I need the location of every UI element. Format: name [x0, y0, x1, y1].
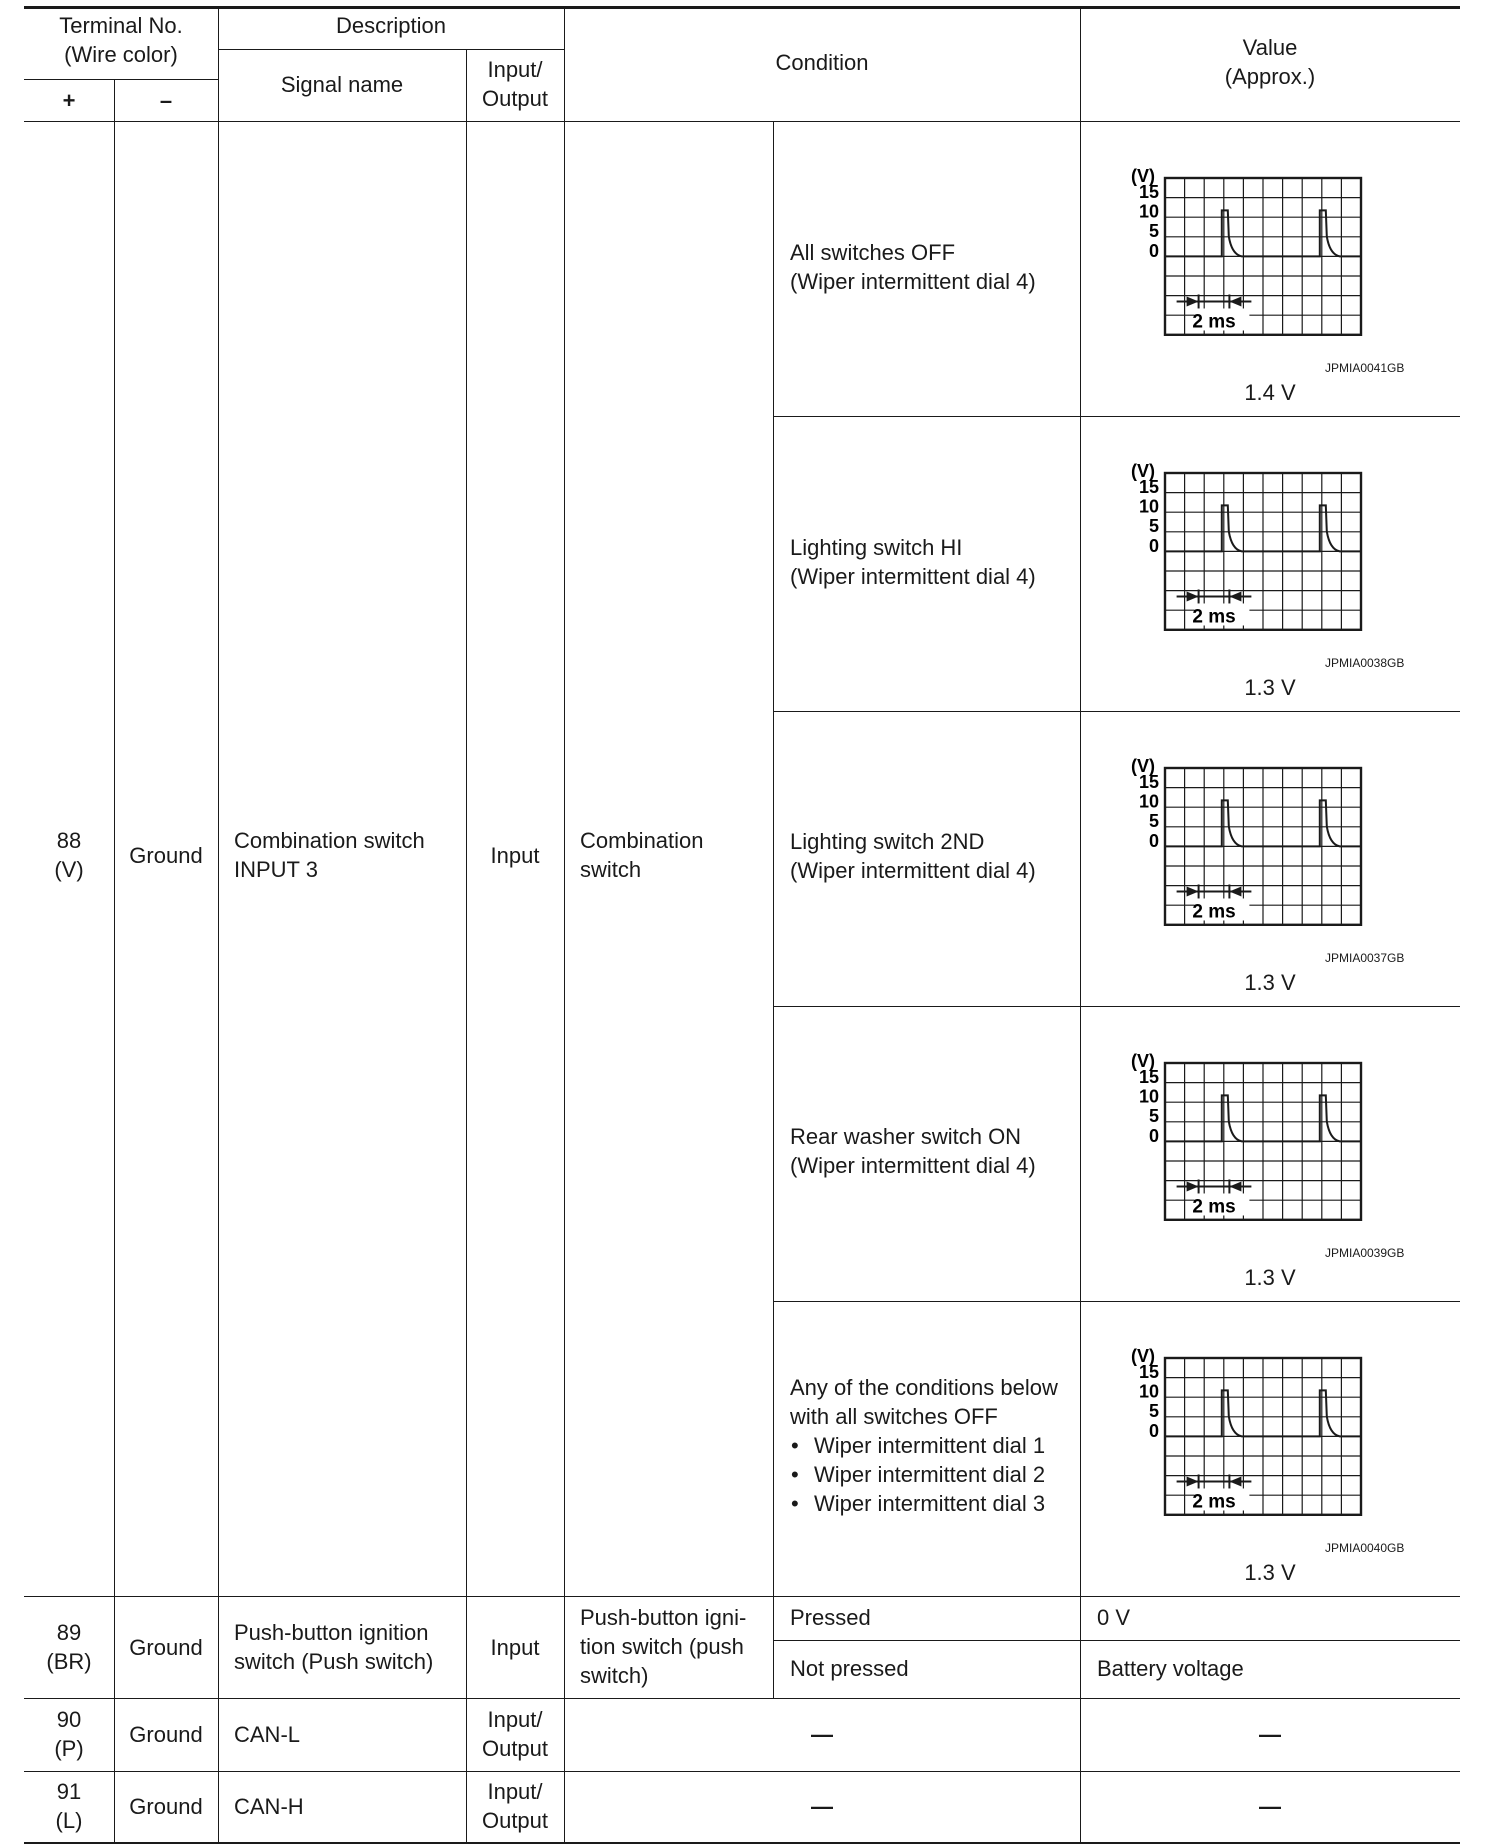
header-plus: +: [62, 88, 76, 113]
waveform-unit-label: (V): [1131, 166, 1155, 186]
rule-row89-bottom: [24, 1698, 1460, 1699]
rule-terminal-sub: [24, 79, 218, 80]
header-input-output: Input/ Output: [481, 57, 549, 111]
waveform-chart: [1110, 750, 1430, 970]
waveform-chart: [1110, 160, 1430, 380]
rule-v-signal: [466, 49, 467, 1844]
row91-terminal: 91 (L): [55, 1779, 83, 1833]
row90-ground: Ground: [129, 1722, 203, 1747]
waveform-unit-label: (V): [1131, 756, 1155, 776]
waveform-tick-label: 5: [1148, 811, 1159, 832]
row90-signal-name: CAN-L: [234, 1722, 301, 1747]
header-condition: Condition: [775, 50, 869, 75]
waveform-unit-label: (V): [1131, 461, 1155, 481]
time-scale-label: 2 ms: [1192, 606, 1236, 628]
row88-sub4-value: 1.3 V: [1244, 1265, 1296, 1290]
waveform-tick-label: 5: [1148, 1106, 1159, 1127]
time-marker-arrow: [1229, 886, 1241, 896]
waveform-tick-label: 15: [1138, 772, 1159, 792]
time-marker-arrow: [1229, 1476, 1241, 1486]
rule-row89-sub: [773, 1640, 1460, 1641]
row88-sub5-value: 1.3 V: [1244, 1560, 1296, 1585]
header-value: Value (Approx.): [1224, 35, 1316, 89]
header-description: Description: [335, 13, 447, 38]
waveform-svg: [1110, 750, 1430, 970]
waveform-unit-label: (V): [1131, 1051, 1155, 1071]
waveform-tick-label: 0: [1148, 830, 1159, 851]
row90-condition: —: [811, 1722, 833, 1747]
row89-state-pressed: Pressed: [790, 1605, 871, 1630]
waveform-svg: [1110, 160, 1430, 380]
rule-v-cond-sub-a: [773, 121, 774, 1698]
rule-v-value: [1080, 6, 1081, 1844]
row88-sub2-figure-id: JPMIA0038GB: [1325, 656, 1405, 670]
time-marker-arrow: [1187, 296, 1199, 306]
time-marker-arrow: [1229, 296, 1241, 306]
waveform-tick-label: 0: [1148, 1420, 1159, 1441]
waveform-chart: [1110, 1340, 1430, 1560]
row88-sub3-figure-id: JPMIA0037GB: [1325, 951, 1405, 965]
row90-value: —: [1259, 1722, 1281, 1747]
row88-sub5-bullet-list: [790, 1431, 1045, 1518]
header-minus: –: [159, 88, 173, 113]
waveform-tick-label: 0: [1148, 1125, 1159, 1146]
rule-top: [24, 6, 1460, 9]
row89-ground: Ground: [129, 1635, 203, 1660]
rule-sub4: [773, 1301, 1460, 1302]
row91-io: Input/ Output: [481, 1779, 549, 1833]
row88-sub4-figure-id: JPMIA0039GB: [1325, 1246, 1405, 1260]
waveform-tick-label: 5: [1148, 1401, 1159, 1422]
waveform-svg: [1110, 455, 1430, 675]
rule-sub3: [773, 1006, 1460, 1007]
row89-terminal: 89 (BR): [46, 1620, 92, 1674]
row88-sub1-condition: All switches OFF (Wiper intermittent dial 4): [790, 240, 1036, 294]
header-signal-name: Signal name: [280, 72, 404, 97]
waveform-tick-label: 5: [1148, 221, 1159, 242]
row89-value-pressed: 0 V: [1097, 1605, 1131, 1630]
rule-v-plus-minus: [114, 79, 115, 1844]
waveform-tick-label: 5: [1148, 516, 1159, 537]
waveform-tick-label: 15: [1138, 477, 1159, 497]
row90-terminal: 90 (P): [54, 1707, 84, 1761]
time-marker-arrow: [1229, 1181, 1241, 1191]
time-scale-label: 2 ms: [1192, 1491, 1236, 1513]
row88-sub4-condition: Rear washer switch ON (Wiper intermittent dial 4): [790, 1124, 1036, 1178]
header-terminal-no: Terminal No. (Wire color): [59, 13, 183, 67]
list-item: • Wiper intermittent dial 3: [790, 1489, 1045, 1518]
row88-signal-name: Combination switch INPUT 3: [234, 828, 425, 882]
time-scale-label: 2 ms: [1192, 1196, 1236, 1218]
rule-desc-sub: [218, 49, 564, 50]
row89-state-not-pressed: Not pressed: [790, 1656, 909, 1681]
waveform-chart: [1110, 1045, 1430, 1265]
rule-sub2: [773, 711, 1460, 712]
rule-header-bottom: [24, 121, 1460, 122]
waveform-tick-label: 15: [1138, 1067, 1159, 1087]
row91-ground: Ground: [129, 1794, 203, 1819]
time-marker-arrow: [1187, 1181, 1199, 1191]
time-marker-arrow: [1229, 591, 1241, 601]
rule-v-io: [564, 6, 565, 1844]
row88-sub3-value: 1.3 V: [1244, 970, 1296, 995]
row88-io: Input: [490, 843, 540, 868]
rule-v-terminal: [218, 6, 219, 1844]
row88-sub2-condition: Lighting switch HI (Wiper intermittent dial 4): [790, 535, 1036, 589]
rule-row90-bottom: [24, 1771, 1460, 1772]
time-marker-arrow: [1187, 1476, 1199, 1486]
waveform-svg: [1110, 1340, 1430, 1560]
row88-condition: Combination switch: [580, 828, 704, 882]
waveform-unit-label: (V): [1131, 1346, 1155, 1366]
rule-row88-bottom: [24, 1596, 1460, 1597]
time-marker-arrow: [1187, 886, 1199, 896]
row89-io: Input: [490, 1635, 540, 1660]
waveform-chart: [1110, 455, 1430, 675]
time-marker-arrow: [1187, 591, 1199, 601]
row88-sub5-figure-id: JPMIA0040GB: [1325, 1541, 1405, 1555]
waveform-tick-label: 10: [1138, 1381, 1159, 1402]
waveform-tick-label: 0: [1148, 535, 1159, 556]
waveform-tick-label: 15: [1138, 182, 1159, 202]
row89-signal-name: Push-button ignition switch (Push switch): [234, 1620, 434, 1674]
row88-sub5-condition: Any of the conditions below with all switches OFF: [790, 1375, 1058, 1429]
row88-sub1-figure-id: JPMIA0041GB: [1325, 361, 1405, 375]
row88-terminal: 88 (V): [54, 828, 84, 882]
row91-signal-name: CAN-H: [234, 1794, 304, 1819]
waveform-tick-label: 10: [1138, 496, 1159, 517]
row88-sub2-value: 1.3 V: [1244, 675, 1296, 700]
time-scale-label: 2 ms: [1192, 901, 1236, 923]
row89-value-not-pressed: Battery voltage: [1097, 1656, 1244, 1681]
row88-ground: Ground: [129, 843, 203, 868]
waveform-tick-label: 10: [1138, 201, 1159, 222]
row91-value: —: [1259, 1794, 1281, 1819]
waveform-tick-label: 10: [1138, 791, 1159, 812]
waveform-tick-label: 15: [1138, 1362, 1159, 1382]
waveform-svg: [1110, 1045, 1430, 1265]
row88-sub1-value: 1.4 V: [1244, 380, 1296, 405]
row88-sub3-condition: Lighting switch 2ND (Wiper intermittent dial 4): [790, 829, 1036, 883]
rule-sub1: [773, 416, 1460, 417]
time-scale-label: 2 ms: [1192, 311, 1236, 333]
waveform-tick-label: 10: [1138, 1086, 1159, 1107]
row90-io: Input/ Output: [481, 1707, 549, 1761]
row89-condition: Push-button igni- tion switch (push switch): [580, 1605, 747, 1688]
list-item: • Wiper intermittent dial 2: [790, 1460, 1045, 1489]
row91-condition: —: [811, 1794, 833, 1819]
list-item: • Wiper intermittent dial 1: [790, 1431, 1045, 1460]
waveform-tick-label: 0: [1148, 240, 1159, 261]
